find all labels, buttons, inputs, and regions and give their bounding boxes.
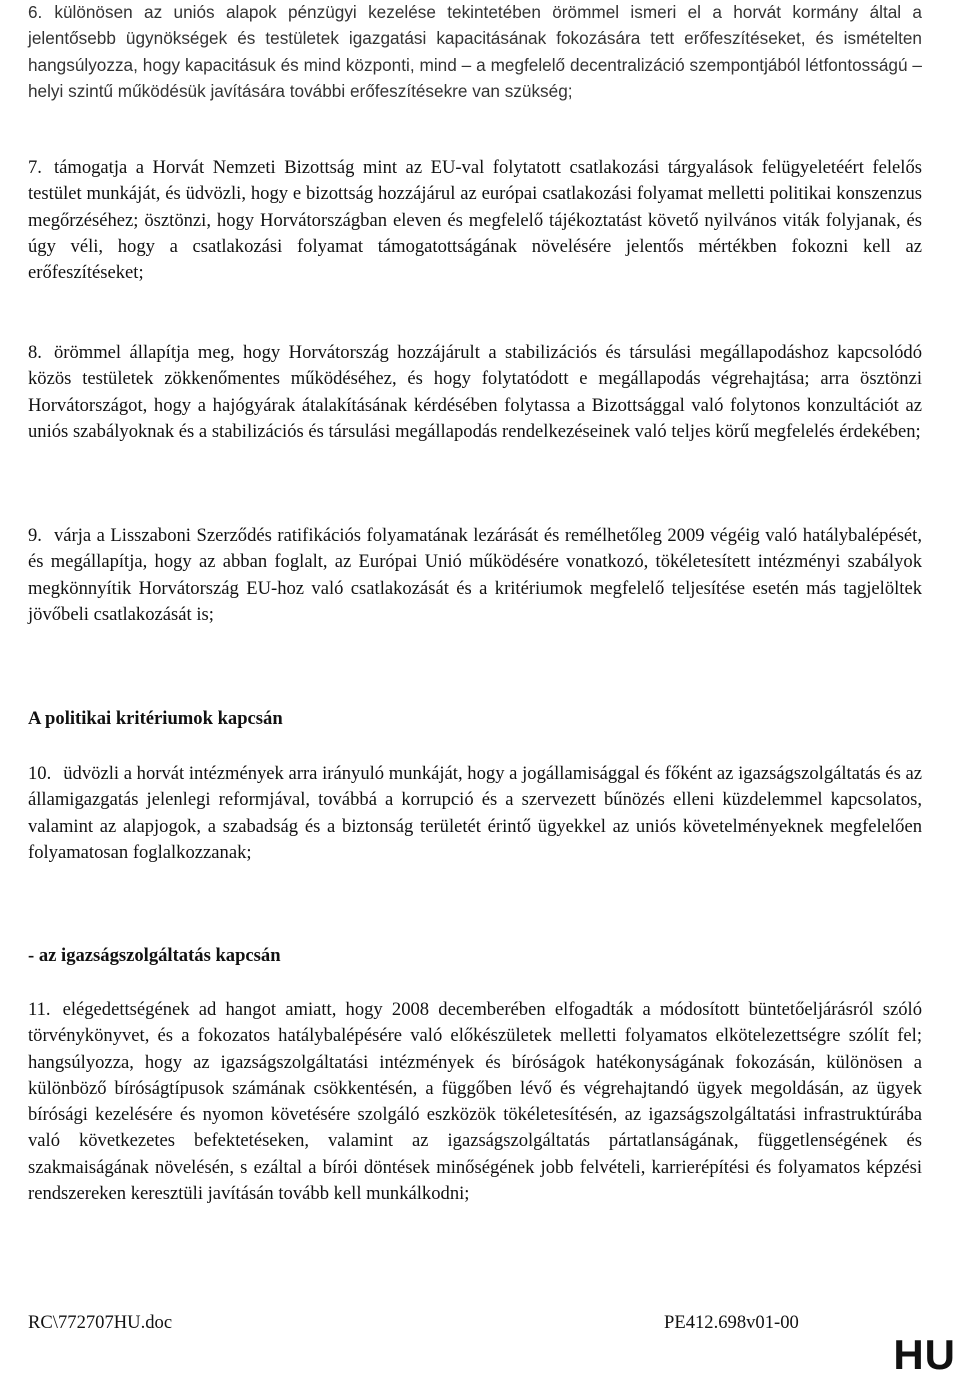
- paragraph-number: 9.: [28, 525, 42, 546]
- paragraph-8: [28, 340, 922, 445]
- language-code: HU: [893, 1331, 956, 1378]
- paragraph-10: [28, 761, 922, 866]
- paragraph-9: [28, 523, 922, 628]
- paragraph-text: üdvözli a horvát intézmények arra irányuló munkáját, hogy a jogállamisággal és főként az igazságszolgáltatás és az államigazgatás jelenlegi reformjával, továbbá a korrupció és a szervezett bűnözés elleni küzdelemmel kapcsolatos, valamint az alapjogok, a szabadság és a biztonság területét érintő ügyekkel az uniós követelményeknek megfelelően folyamatosan foglalkozzanak;: [28, 763, 922, 863]
- footer-document-code: PE412.698v01-00: [664, 1312, 799, 1333]
- section-heading-political-criteria: A politikai kritériumok kapcsán: [28, 708, 283, 729]
- paragraph-number: 10.: [28, 763, 52, 784]
- paragraph-text: örömmel állapítja meg, hogy Horvátország hozzájárult a stabilizációs és társulási megállapodáshoz kapcsolódó közös testületek zökkenőmentes működéséhez, és hogy folytatódott e megállapodás végrehajtása; arra ösztönzi Horvátországot, hogy a hajógyárak átalakításának kérdésében folytassa a Bizottsággal való folytonos konzultációt az uniós szabályoknak és a stabilizációs és társulási megállapodás rendelkezéseinek való teljes körű megfelelés érdekében;: [28, 342, 922, 442]
- paragraph-text: különösen az uniós alapok pénzügyi kezelése tekintetében örömmel ismeri el a horvát kormány által a jelentősebb ügynökségek és testületek igazgatási kapacitásának fokozására tett erőfeszítéseket, és ismételten hangsúlyozza, hogy kapacitásuk és mind központi, mind – a megfelelő decentralizáció szempontjából létfontosságú – helyi szintű működésük javítására további erőfeszítésekre van szükség;: [28, 2, 922, 101]
- paragraph-text: várja a Lisszaboni Szerződés ratifikációs folyamatának lezárását és remélhetőleg 2009 végéig való hatálybalépését, és megállapítja, hogy az abban foglalt, az Európai Unió működésére vonatkozó, tökéletesített intézményi szabályok megkönnyítik Horvátország EU-hoz való csatlakozását és a kritériumok megfelelő teljesítése esetén más tagjelöltek jövőbeli csatlakozását is;: [28, 525, 922, 625]
- paragraph-number: 6.: [28, 2, 43, 22]
- paragraph-text: elégedettségének ad hangot amiatt, hogy 2008 decemberében elfogadták a módosított büntetőeljárásról szóló törvénykönyvet, és a fokozatos hatálybalépésére való előkészületek melletti folyamatos elkötelezettségre szólít fel; hangsúlyozza, hogy az igazságszolgáltatási intézmények és bíróságok hatékonyságának fokozásán, különösen a különböző bíróságtípusok számának csökkentésén, a függőben lévő és végrehajtandó ügyek megoldásán, az ügyek bírósági kezelésére és nyomon követésére szolgáló eszközök tökéletesítésén, az igazságszolgáltatási infrastruktúrába való következetes befektetéseken, valamint az igazságszolgáltatás pártatlanságának, függetlenségének és szakmaiságának növelésén, s ezáltal a bírói döntések minőségének jobb felvételi, karrierépítési és folyamatos képzési rendszereken keresztüli javításán tovább kell munkálkodni;: [28, 999, 922, 1205]
- footer-file-reference: RC\772707HU.doc: [28, 1312, 173, 1333]
- paragraph-11: [28, 997, 922, 1207]
- paragraph-number: 8.: [28, 342, 42, 363]
- paragraph-number: 11.: [28, 999, 51, 1020]
- paragraph-7: [28, 155, 922, 286]
- section-heading-justice: - az igazságszolgáltatás kapcsán: [28, 945, 281, 966]
- paragraph-text: támogatja a Horvát Nemzeti Bizottság mint az EU-val folytatott csatlakozási tárgyalások felügyeletéért felelős testület munkáját, és üdvözli, hogy e bizottság hozzájárul az európai csatlakozási folyamat melletti politikai konszenzus megőrzéséhez; ösztönzi, hogy Horvátországban eleven és megfelelő tájékoztatást követő nyilvános viták folyjanak, és úgy véli, hogy a csatlakozási folyamat támogatottságának növelésére jelentős mértékben fokozni kell az erőfeszítéseket;: [28, 157, 922, 284]
- paragraph-number: 7.: [28, 157, 42, 178]
- paragraph-6: [28, 0, 922, 104]
